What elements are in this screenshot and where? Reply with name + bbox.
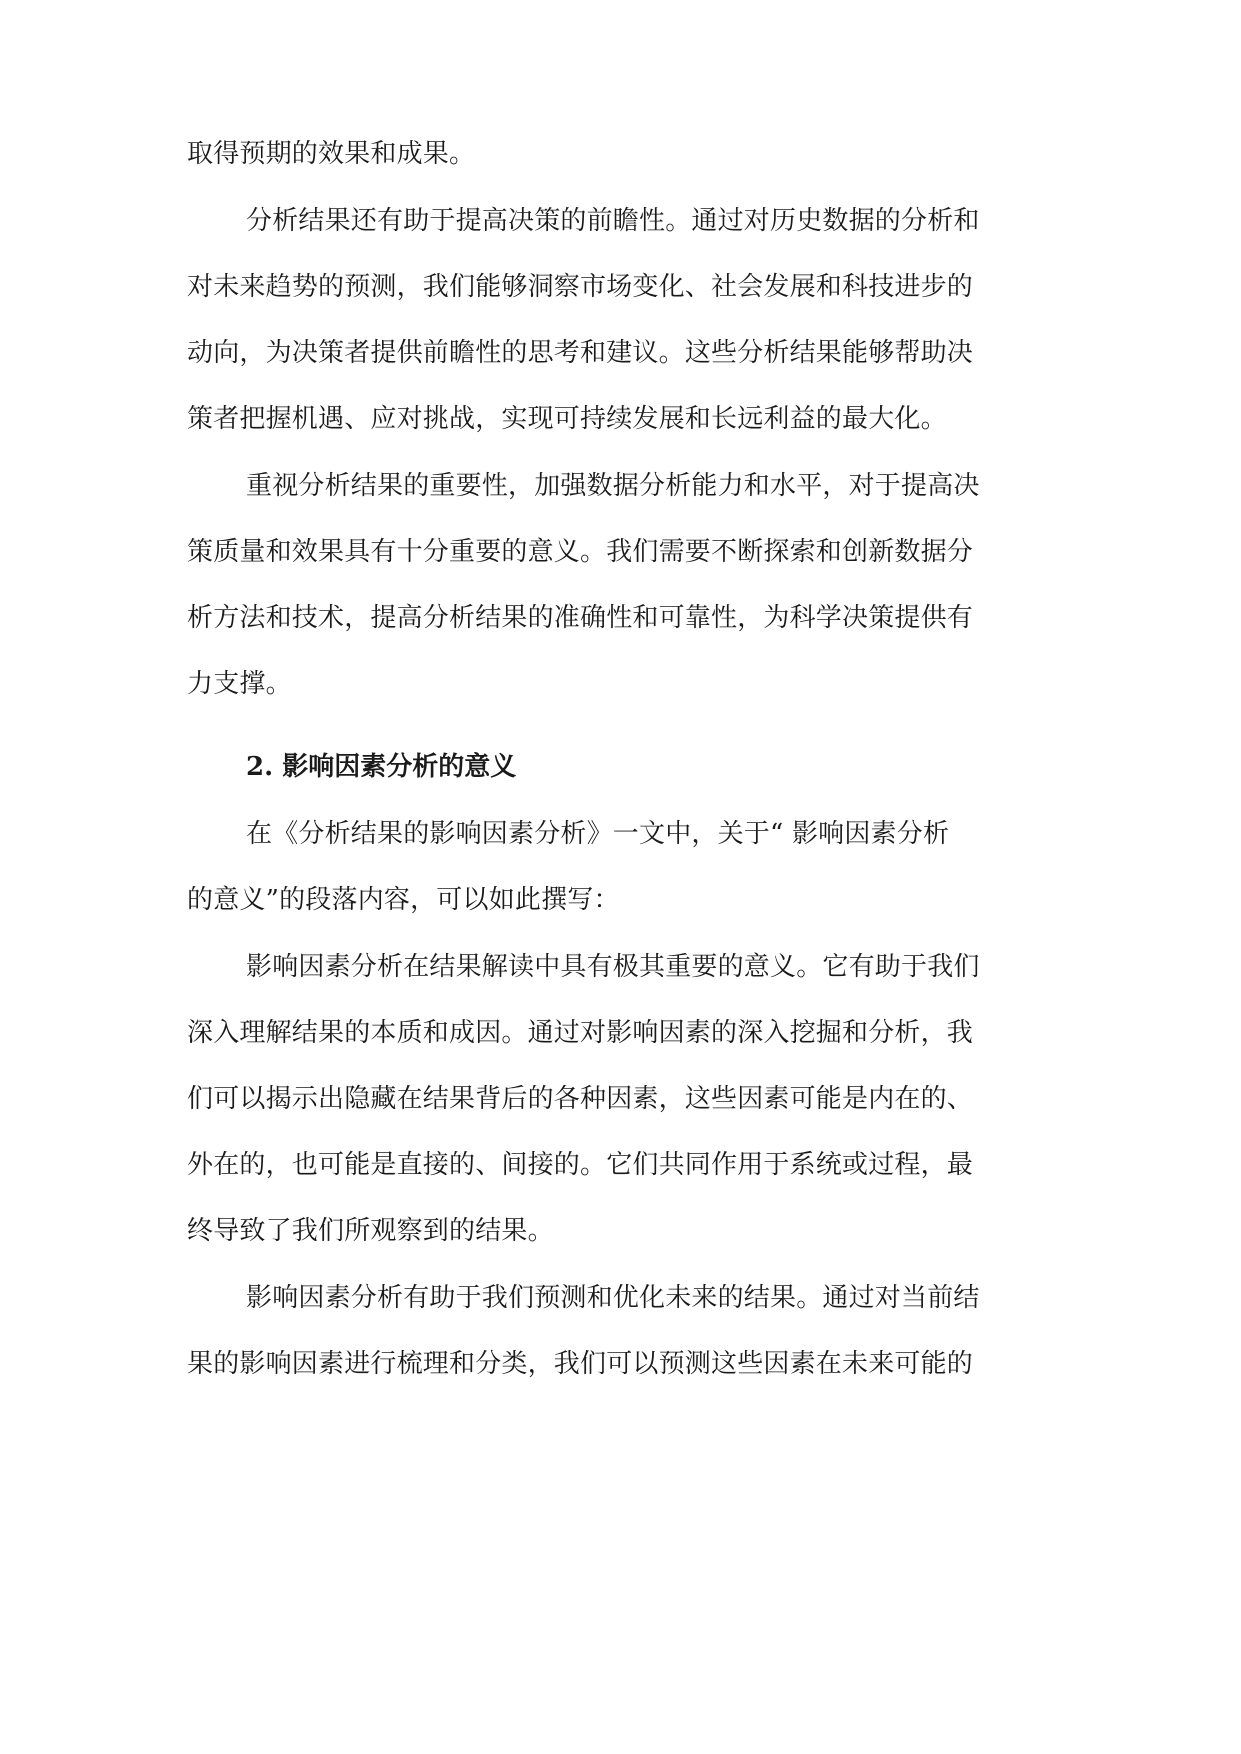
text-line: 分析结果还有助于提高决策的前瞻性。通过对历史数据的分析和: [246, 206, 980, 236]
text-line: 重视分析结果的重要性，加强数据分析能力和水平，对于提高决: [246, 471, 980, 501]
text-line: 动向，为决策者提供前瞻性的思考和建议。这些分析结果能够帮助决: [187, 338, 974, 368]
section-heading: 2. 影响因素分析的意义: [246, 752, 517, 782]
text-line: 析方法和技术，提高分析结果的准确性和可靠性，为科学决策提供有: [187, 603, 974, 633]
text-line: 策质量和效果具有十分重要的意义。我们需要不断探索和创新数据分: [187, 537, 974, 567]
text-line: 对未来趋势的预测，我们能够洞察市场变化、社会发展和科技进步的: [187, 272, 974, 302]
text-line: 策者把握机遇、应对挑战，实现可持续发展和长远利益的最大化。: [187, 404, 947, 434]
text-line: 外在的，也可能是直接的、间接的。它们共同作用于系统或过程，最: [187, 1150, 974, 1180]
text-line: 在《分析结果的影响因素分析》一文中，关于“ 影响因素分析: [246, 819, 950, 849]
text-line: 力支撑。: [187, 669, 292, 699]
text-line: 的意义”的段落内容，可以如此撰写：: [187, 885, 620, 915]
text-line: 们可以揭示出隐藏在结果背后的各种因素，这些因素可能是内在的、: [187, 1084, 974, 1114]
text-line: 深入理解结果的本质和成因。通过对影响因素的深入挖掘和分析，我: [187, 1018, 974, 1048]
text-line: 影响因素分析在结果解读中具有极其重要的意义。它有助于我们: [246, 952, 980, 982]
text-line: 影响因素分析有助于我们预测和优化未来的结果。通过对当前结: [246, 1283, 980, 1313]
text-line: 取得预期的效果和成果。: [187, 139, 476, 169]
text-line: 终导致了我们所观察到的结果。: [187, 1216, 554, 1246]
text-line: 果的影响因素进行梳理和分类，我们可以预测这些因素在未来可能的: [187, 1349, 974, 1379]
